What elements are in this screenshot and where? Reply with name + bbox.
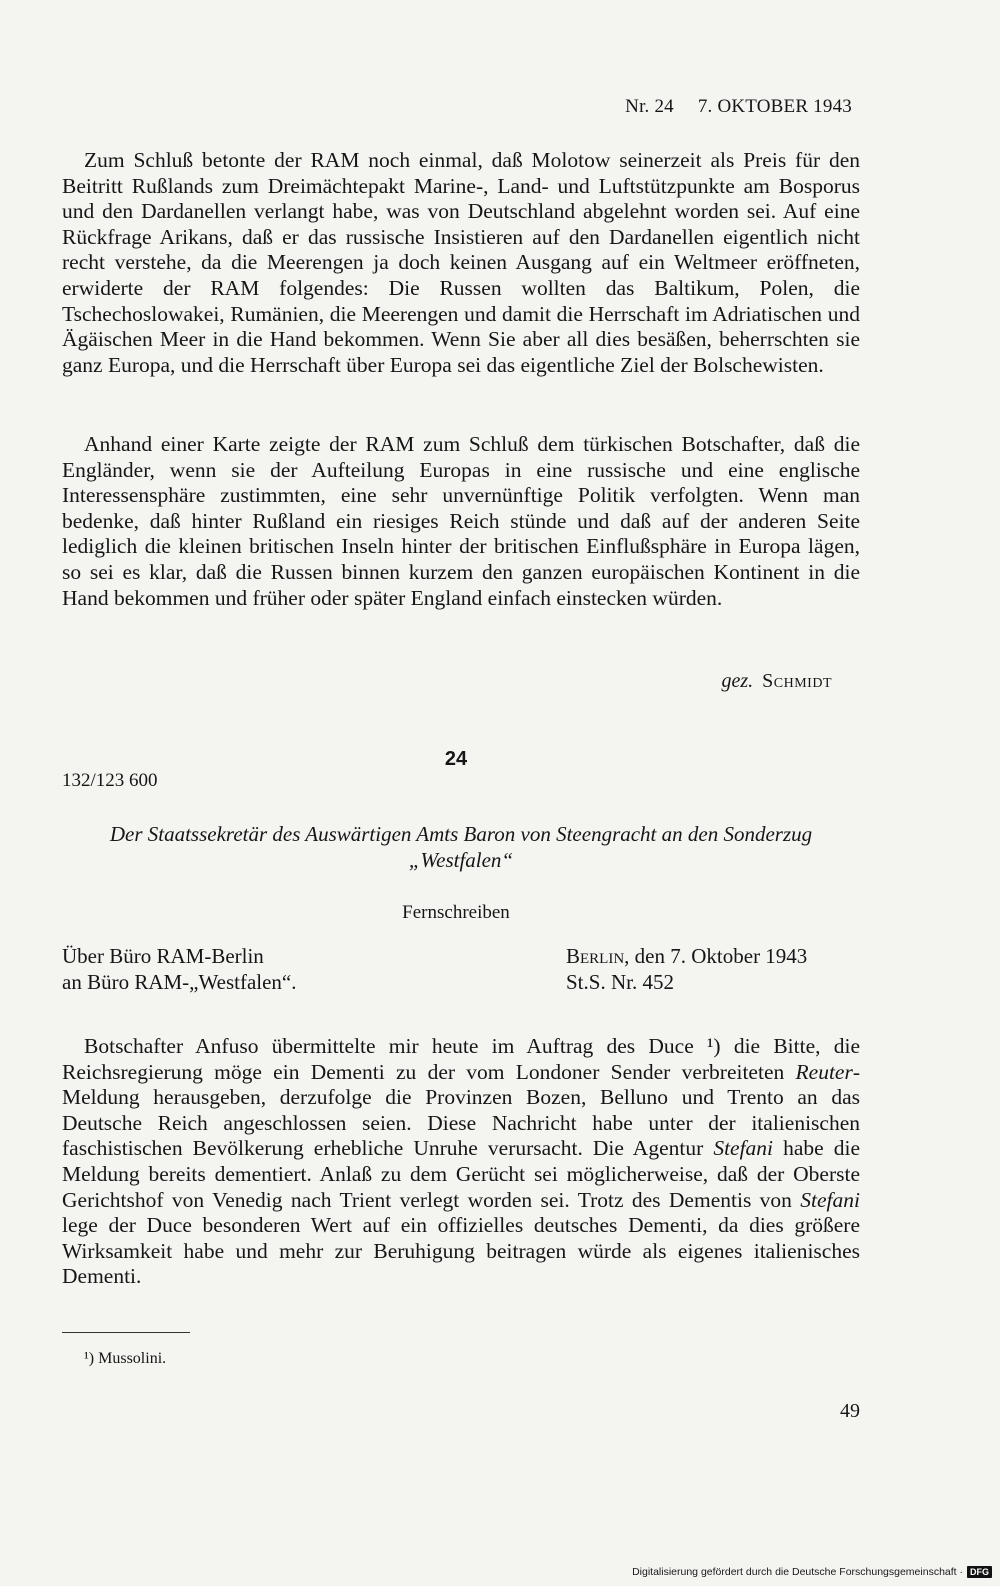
address-left-line1: Über Büro RAM-Berlin (62, 944, 264, 968)
date: , den 7. Oktober 1943 (624, 944, 808, 968)
document-type: Fernschreiben (402, 902, 510, 923)
footnote: ¹) Mussolini. (84, 1350, 167, 1367)
text-run: die Bitte, die Reichsregierung möge ein Dementi zu der vom Londoner Sender verbreiteten (62, 1034, 860, 1084)
page-number: 49 (840, 1400, 860, 1422)
italic-term: Stefani (713, 1136, 774, 1161)
digitization-text: Digitalisierung gefördert durch die Deutsche Forschungsgemeinschaft · (632, 1566, 963, 1578)
text-run: lege der Duce besonderen Wert auf ein offizielles deutsches Dementi, da dies größere Wirksamkeit habe und mehr zur Beruhigung beitragen würde als eigenes italienisches Dementi. (62, 1213, 860, 1289)
paragraph-2: Anhand einer Karte zeigte der RAM zum Schluß dem türkischen Botschafter, daß die Engländer, wenn sie der Aufteilung Europas in eine russische und eine englische Interessensphäre zustimmten, eine sehr unvernünftige Politik verfolgten. Wenn man bedenke, daß hinter Rußland ein riesiges Reich stünde und daß auf der anderen Seite lediglich die kleinen britischen Inseln hinter der britischen Einflußsphäre in Europa lägen, so sei es klar, daß die Russen binnen kurzem den ganzen europäischen Kontinent in die Hand bekommen und früher oder später England einfach einstecken würden. (62, 432, 860, 610)
paragraph-1: Zum Schluß betonte der RAM noch einmal, daß Molotow seinerzeit als Preis für den Beitritt Rußlands zum Dreimächtepakt Marine-, Land- und Luftstützpunkte am Bosporus und den Dardanellen verlangt habe, was von Deutschland abgelehnt worden sei. Auf eine Rückfrage Arikans, daß er das russische Insistieren auf den Dardanellen eigentlich nicht recht verstehe, da die Meerengen ja doch keinen Ausgang auf ein Weltmeer eröffneten, erwiderte der RAM folgendes: Die Russen wollten das Baltikum, Polen, die Tschechoslowakei, Rumänien, die Meerengen und damit die Herrschaft im Adriatischen und Ägäischen Meer in die Hand bekommen. Wenn Sie aber all dies besäßen, beherrschten sie ganz Europa, und die Herrschaft über Europa sei das eigentliche Ziel der Bolschewisten. (62, 148, 860, 377)
place-date-line (566, 944, 807, 970)
document-number: 24 (444, 748, 468, 770)
text-run: habe die Meldung bereits dementiert. Anlaß zu dem Gerücht sei möglicherweise, daß der Oberste Gerichtshof von Venedig nach Trient verlegt worden sei. Trotz des Dementis von (62, 1136, 861, 1212)
address-block-right (566, 944, 807, 995)
digitization-credit (632, 1566, 992, 1578)
address-left-line2: an Büro RAM-„Westfalen“. (62, 969, 297, 994)
header-date: 7. OKTOBER 1943 (697, 96, 852, 117)
paragraph-telegram (62, 1034, 860, 1290)
signature-name: Schmidt (762, 670, 832, 692)
signature (721, 670, 832, 693)
signature-prefix: gez. (721, 670, 754, 692)
dfg-logo-icon: DFG (967, 1566, 992, 1578)
footnote-reference: ¹) (706, 1034, 721, 1058)
italic-term: Stefani (800, 1187, 860, 1212)
header-number: Nr. 24 (625, 96, 674, 117)
document-title: Der Staatssekretär des Auswärtigen Amts Baron von Steengracht an den Sonderzug „Westfalen“ (109, 822, 813, 872)
italic-term: Reuter (795, 1059, 853, 1084)
footnote-divider (62, 1332, 190, 1333)
city: Berlin (566, 944, 625, 968)
running-header (625, 96, 852, 118)
text-run: -Meldung herausgeben, derzufolge die Provinzen Bozen, Belluno und Trento an das Deutsche Reich angeschlossen seien. Diese Nachricht habe unter der italienischen faschistischen Bevölkerung erhebliche Unruhe verursacht. Die Agentur (62, 1059, 860, 1161)
text-run: Botschafter Anfuso übermittelte mir heute im Auftrag des Duce (84, 1034, 707, 1058)
address-block-left (62, 944, 297, 995)
reference-number: St.S. Nr. 452 (566, 969, 674, 994)
file-number: 132/123 600 (62, 770, 158, 791)
